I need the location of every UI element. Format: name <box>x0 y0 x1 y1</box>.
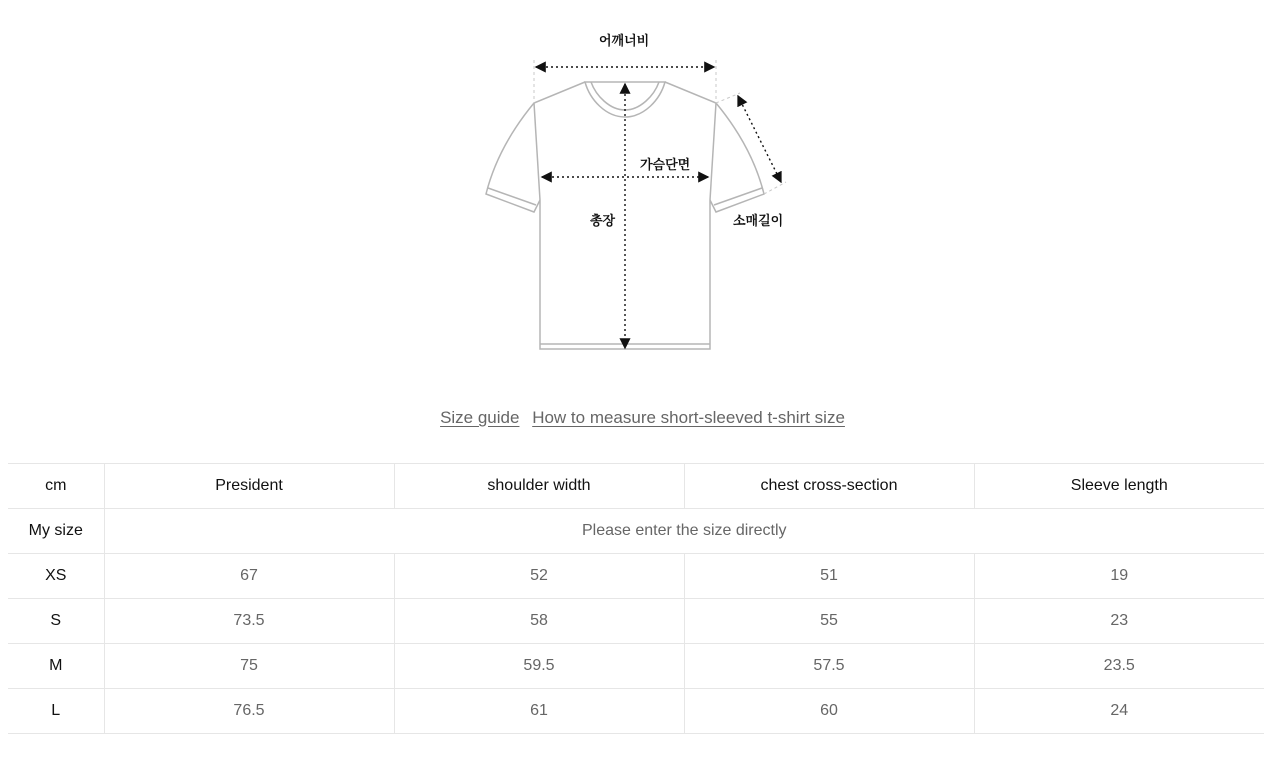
size-label: XS <box>8 554 104 599</box>
my-size-row <box>8 509 1264 554</box>
table-cell: 23.5 <box>974 644 1264 689</box>
table-cell: 75 <box>104 644 394 689</box>
table-header-row <box>8 464 1264 509</box>
table-cell: 58 <box>394 599 684 644</box>
table-cell: 57.5 <box>684 644 974 689</box>
size-guide-link[interactable]: Size guide <box>440 408 520 427</box>
table-cell: 60 <box>684 689 974 734</box>
chest-section-label: 가슴단면 <box>640 158 691 173</box>
header-unit: cm <box>8 464 104 509</box>
header-chest-cross-section: chest cross-section <box>684 464 974 509</box>
table-cell: 24 <box>974 689 1264 734</box>
table-cell: 67 <box>104 554 394 599</box>
sleeve-arrow <box>738 96 781 182</box>
header-president: President <box>104 464 394 509</box>
size-guide-links <box>0 408 1285 428</box>
size-label: S <box>8 599 104 644</box>
table-cell: 73.5 <box>104 599 394 644</box>
guide-lines <box>534 60 786 194</box>
table-cell: 19 <box>974 554 1264 599</box>
table-cell: 51 <box>684 554 974 599</box>
sleeve-length-label: 소매길이 <box>733 214 784 229</box>
table-row <box>8 554 1264 599</box>
header-shoulder-width: shoulder width <box>394 464 684 509</box>
my-size-input-cell[interactable]: Please enter the size directly <box>104 509 1264 554</box>
table-cell: 76.5 <box>104 689 394 734</box>
table-cell: 52 <box>394 554 684 599</box>
table-cell: 55 <box>684 599 974 644</box>
table-cell: 59.5 <box>394 644 684 689</box>
header-sleeve-length: Sleeve length <box>974 464 1264 509</box>
size-label: M <box>8 644 104 689</box>
tshirt-measurement-icon <box>470 22 810 362</box>
shoulder-width-label: 어깨너비 <box>599 34 650 49</box>
table-row <box>8 644 1264 689</box>
tshirt-measurement-diagram <box>470 22 810 362</box>
my-size-label: My size <box>8 509 104 554</box>
total-length-label: 총장 <box>590 214 616 229</box>
size-table <box>8 463 1264 734</box>
table-cell: 23 <box>974 599 1264 644</box>
size-label: L <box>8 689 104 734</box>
how-to-measure-link[interactable]: How to measure short-sleeved t-shirt size <box>532 408 845 427</box>
table-row <box>8 689 1264 734</box>
table-row <box>8 599 1264 644</box>
table-cell: 61 <box>394 689 684 734</box>
